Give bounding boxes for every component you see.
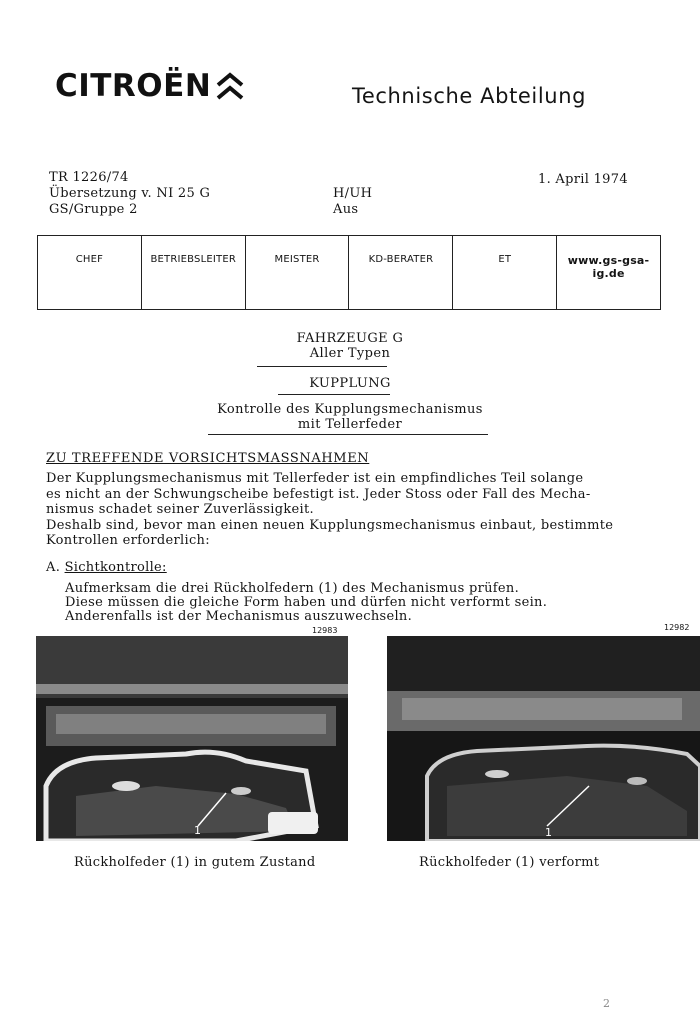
photo-spring-deformed [387, 636, 700, 841]
photo-callout-label: 1 [545, 826, 552, 839]
website-link[interactable]: www.gs-gsa-ig.de [567, 254, 650, 280]
vehicle-subtype: Aller Typen [309, 346, 391, 361]
section-a-body [65, 582, 547, 624]
group-label: GS/Gruppe 2 [49, 202, 138, 217]
photo-spring-good [36, 636, 348, 841]
text-line: Kontrollen erforderlich: [46, 533, 210, 548]
department-title: Technische Abteilung [352, 84, 587, 108]
section-title: Sichtkontrolle: [64, 560, 167, 575]
brand-logo: CITROËN [55, 68, 212, 104]
figure-number: 12982 [664, 623, 690, 632]
divider [278, 394, 390, 395]
distribution-table [37, 235, 661, 310]
distribution-cell: KD-BERATER [349, 236, 453, 309]
text-line: Aufmerksam die drei Rückholfedern (1) des Mechanismus prüfen. [65, 581, 520, 596]
document-subtitle: mit Tellerfeder [297, 417, 403, 432]
figure-caption: Rückholfeder (1) in gutem Zustand [74, 855, 316, 870]
vehicle-type: FAHRZEUGE G [296, 331, 404, 346]
divider [257, 366, 387, 367]
text-line: nismus schadet seiner Zuverlässigkeit. [46, 502, 314, 517]
initials: H/UH [333, 186, 373, 201]
section-heading: ZU TREFFENDE VORSICHTSMASSNAHMEN [46, 451, 370, 466]
issue-date: 1. April 1974 [538, 172, 628, 187]
document-title: Kontrolle des Kupplungsmechanismus [217, 402, 483, 417]
text-line: es nicht an der Schwungscheibe befestigt ist. Jeder Stoss oder Fall des Mecha- [46, 486, 591, 502]
distribution-cell: BETRIEBSLEITER [142, 236, 246, 309]
text-line: Diese müssen die gleiche Form haben und dürfen nicht verformt sein. [65, 595, 548, 610]
figure-caption: Rückholfeder (1) verformt [419, 855, 600, 870]
distribution-cell: ET [453, 236, 557, 309]
section-letter: A. [46, 560, 61, 575]
figure-number: 12983 [312, 626, 338, 635]
page-number: 2 [603, 997, 610, 1010]
topic-heading: KUPPLUNG [309, 376, 391, 391]
text-line: Der Kupplungsmechanismus mit Tellerfeder ist ein empfindliches Teil solange [46, 471, 584, 486]
distribution-cell: MEISTER [246, 236, 350, 309]
divider [208, 434, 488, 435]
text-line: Deshalb sind, bevor man einen neuen Kupplungsmechanismus einbaut, bestimmte [46, 517, 614, 533]
translation-note: Übersetzung v. NI 25 G [49, 186, 211, 201]
precautions-paragraph [46, 471, 656, 549]
section-a-heading [46, 560, 167, 575]
issue-label: Aus [333, 202, 359, 217]
distribution-cell: CHEF [38, 236, 142, 309]
photo-callout-label: 1 [194, 824, 201, 837]
reference-number: TR 1226/74 [49, 170, 129, 185]
double-chevron-icon [216, 70, 244, 104]
text-line: Anderenfalls ist der Mechanismus auszuwechseln. [65, 609, 413, 624]
